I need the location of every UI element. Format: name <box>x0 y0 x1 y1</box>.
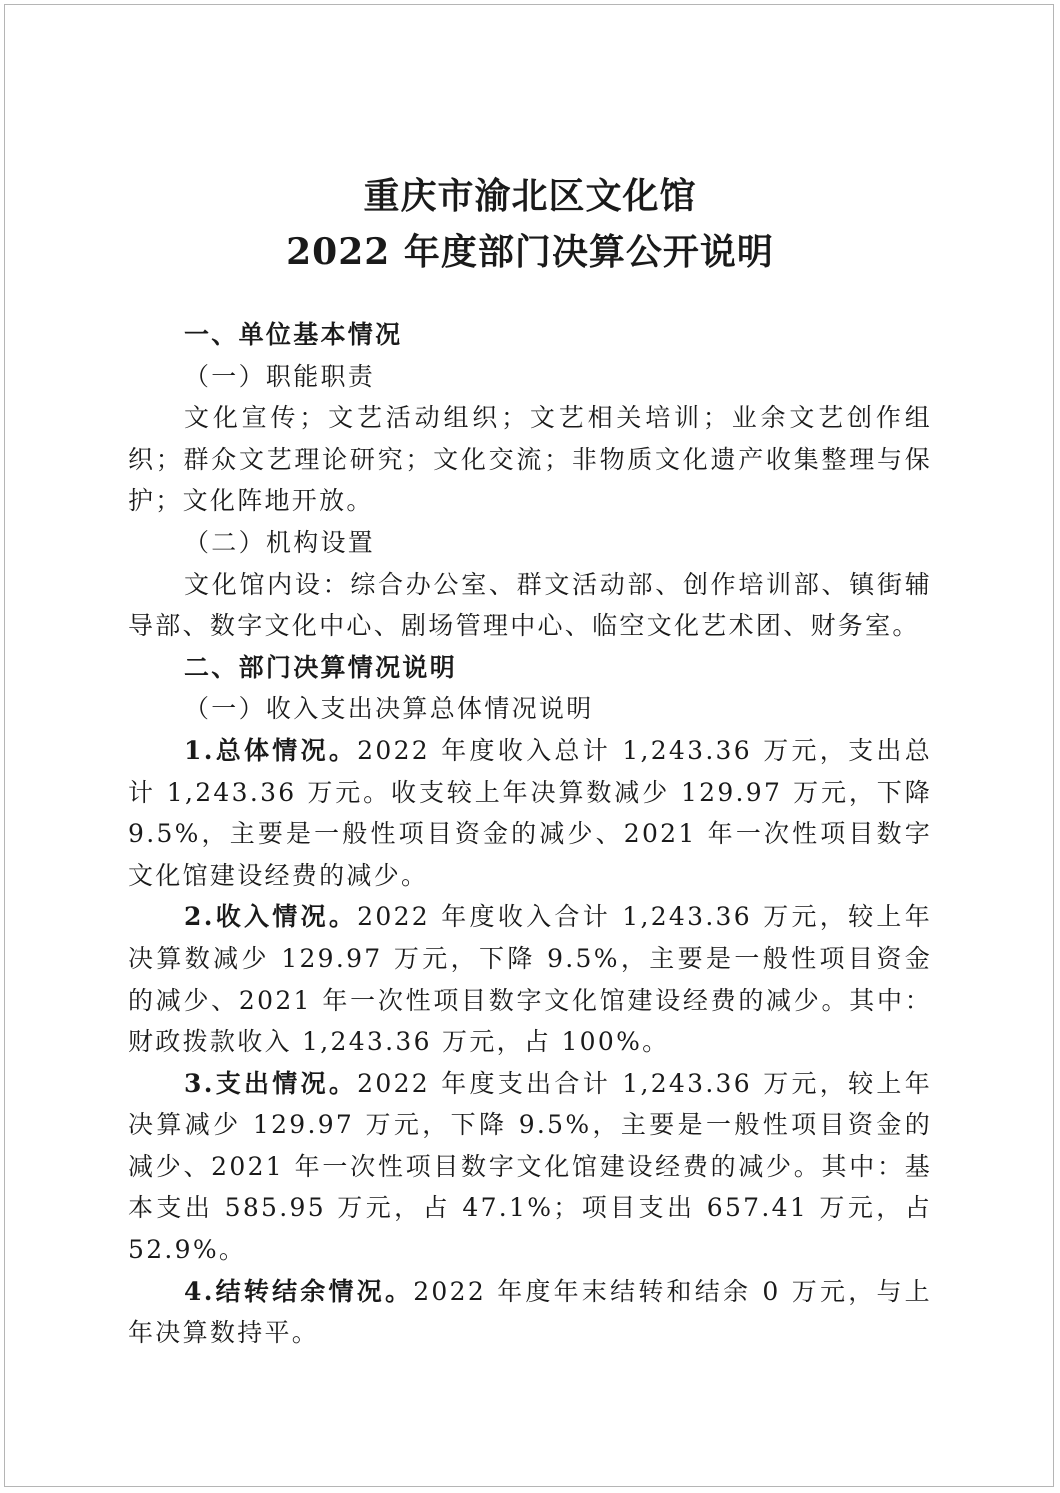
section-2-1-heading: （一）收入支出决算总体情况说明 <box>184 694 594 724</box>
title-line-1: 重庆市渝北区文化馆 <box>363 175 697 217</box>
carryover-text: 2022 年度年末结转和结余 0 万元，与上年决算数持平。 <box>128 1276 932 1348</box>
expenditure-paragraph <box>128 1063 932 1271</box>
duties-paragraph: 文化宣传；文艺活动组织；文艺相关培训；业余文艺创作组织；群众文艺理论研究；文化交流；非物质文化遗产收集整理与保护；文化阵地开放。 <box>128 403 932 516</box>
carryover-paragraph <box>128 1271 932 1354</box>
overall-lead: 1.总体情况。 <box>184 735 358 765</box>
income-lead: 2.收入情况。 <box>184 902 358 932</box>
overall-text: 2022 年度收入总计 1,243.36 万元，支出总计 1,243.36 万元。收支较上年决算数减少 129.97 万元，下降 9.5%，主要是一般性项目资金的减少、2021 年一次性项目数字文化馆建设经费的减少。 <box>128 735 932 890</box>
document-body <box>128 168 932 1354</box>
expenditure-lead: 3.支出情况。 <box>184 1068 358 1098</box>
section-1-heading: 一、单位基本情况 <box>184 320 403 349</box>
section-1-1-heading: （一）职能职责 <box>184 361 376 391</box>
carryover-lead: 4.结转结余情况。 <box>184 1276 414 1306</box>
document-title <box>128 168 932 280</box>
section-1-2-heading: （二）机构设置 <box>184 527 376 557</box>
income-text: 2022 年度收入合计 1,243.36 万元，较上年决算数减少 129.97 万元，下降 9.5%，主要是一般性项目资金的减少、2021 年一次性项目数字文化馆建设经费的减少。其中：财政拨款收入 1,243.36 万元，占 100%。 <box>128 902 932 1057</box>
overall-paragraph <box>128 730 932 896</box>
section-2-heading: 二、部门决算情况说明 <box>184 652 458 682</box>
title-line-2: 2022 年度部门决算公开说明 <box>286 231 774 273</box>
expenditure-text: 2022 年度支出合计 1,243.36 万元，较上年决算减少 129.97 万元，下降 9.5%，主要是一般性项目资金的减少、2021 年一次性项目数字文化馆建设经费的减少。其中：基本支出 585.95 万元，占 47.1%；项目支出 657.41 万元，占 52.9%。 <box>128 1068 932 1265</box>
income-paragraph <box>128 896 932 1062</box>
organization-paragraph: 文化馆内设：综合办公室、群文活动部、创作培训部、镇街辅导部、数字文化中心、剧场管理中心、临空文化艺术团、财务室。 <box>128 569 932 641</box>
